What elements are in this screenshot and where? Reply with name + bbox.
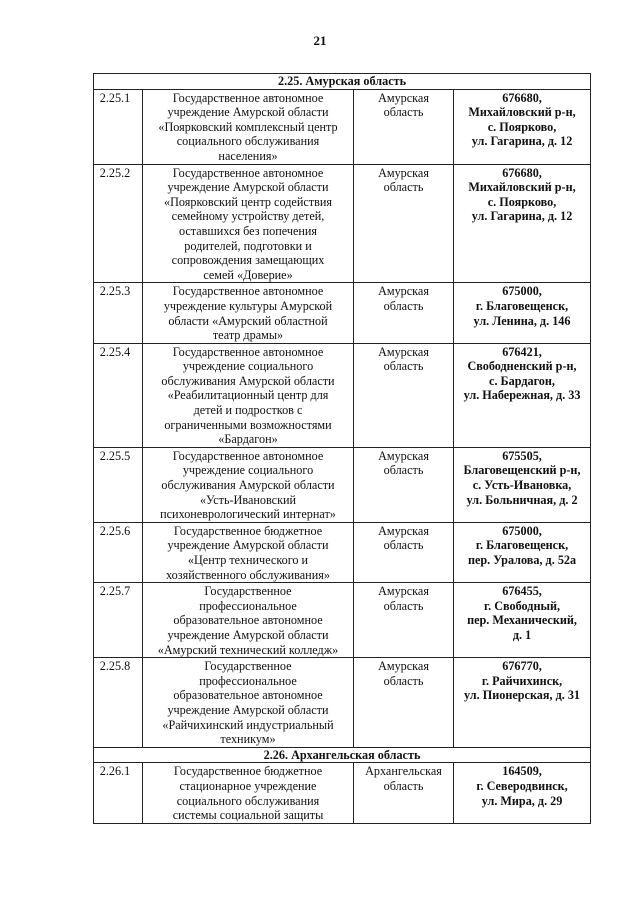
cell-line: ул. Гагарина, д. 12 <box>471 134 573 149</box>
cell-line: театр драмы» <box>212 328 284 343</box>
cell-line: оставшихся без попечения <box>178 223 318 238</box>
institution-name <box>143 447 354 522</box>
cell-line: Государственное <box>204 659 292 674</box>
cell-line: учреждение культуры Амурской <box>163 298 333 313</box>
cell-line: «Усть-Ивановский <box>199 492 297 507</box>
institution-name <box>143 164 354 283</box>
cell-line: учреждение Амурской области <box>167 538 329 553</box>
cell-line: детей и подростков с <box>193 403 303 418</box>
cell-line: Амурская <box>378 523 429 538</box>
row-number: 2.25.6 <box>94 522 143 582</box>
cell-line: обслуживания Амурской области <box>161 478 335 493</box>
cell-line: «Центр технического и <box>187 553 309 567</box>
cell-line: обслуживания Амурской области <box>161 373 335 388</box>
cell-line: «Райчихинский индустриальный <box>162 717 334 732</box>
cell-line: сопровождения замещающих <box>171 253 325 268</box>
cell-line: 676455, <box>502 584 542 599</box>
cell-line: Амурская <box>378 344 429 359</box>
cell-line: ул. Больничная, д. 2 <box>466 492 578 507</box>
cell-line: Амурская <box>378 165 429 180</box>
region-cell <box>354 283 454 343</box>
cell-line: с. Бардагон, <box>489 373 555 388</box>
cell-line: г. Свободный, <box>483 598 561 613</box>
cell-line: Государственное автономное <box>172 344 324 359</box>
cell-line: ул. Набережная, д. 33 <box>463 388 581 403</box>
address-cell <box>454 763 591 823</box>
row-number: 2.25.2 <box>94 164 143 283</box>
section-title: 2.25. Амурская область <box>94 74 591 90</box>
cell-line: пер. Уралова, д. 52а <box>467 553 577 567</box>
cell-line: области «Амурский областной <box>168 313 328 328</box>
institution-name <box>143 763 354 823</box>
institutions-table <box>93 73 591 824</box>
region-cell <box>354 583 454 658</box>
cell-line: «Поярковский центр содействия <box>164 194 332 209</box>
cell-line: социального обслуживания <box>176 134 320 149</box>
cell-line: «Амурский технический колледж» <box>157 642 339 657</box>
cell-line: учреждение Амурской области <box>167 702 329 717</box>
cell-line: 675000, <box>502 523 542 538</box>
table-row <box>94 658 591 748</box>
cell-line: область <box>383 463 424 478</box>
cell-line: «Бардагон» <box>218 432 278 447</box>
cell-line: область <box>383 359 424 374</box>
table-row <box>94 447 591 522</box>
region-cell <box>354 522 454 582</box>
row-number: 2.25.4 <box>94 343 143 447</box>
section-title: 2.26. Архангельская область <box>94 747 591 763</box>
row-number: 2.26.1 <box>94 763 143 823</box>
cell-line: 164509, <box>502 764 542 779</box>
cell-line: семейному устройству детей, <box>171 209 325 224</box>
cell-line: учреждение Амурской области <box>167 180 329 195</box>
table-row <box>94 522 591 582</box>
table-row <box>94 283 591 343</box>
address-cell <box>454 583 591 658</box>
row-number: 2.25.5 <box>94 447 143 522</box>
row-number: 2.25.7 <box>94 583 143 658</box>
table-row <box>94 343 591 447</box>
section-header-row <box>94 747 591 763</box>
address-cell <box>454 283 591 343</box>
address-cell <box>454 658 591 748</box>
row-number: 2.25.3 <box>94 283 143 343</box>
table-row <box>94 583 591 658</box>
cell-line: «Поярковский комплексный центр <box>158 119 338 134</box>
cell-line: образовательное автономное <box>173 688 323 703</box>
cell-line: Государственное <box>204 584 292 599</box>
address-cell <box>454 343 591 447</box>
cell-line: область <box>383 673 424 688</box>
cell-line: учреждение Амурской области <box>167 627 329 642</box>
table-row <box>94 89 591 164</box>
institution-name <box>143 343 354 447</box>
row-number: 2.25.8 <box>94 658 143 748</box>
cell-line: техникум» <box>220 732 276 747</box>
cell-line: Государственное автономное <box>172 165 324 180</box>
cell-line: г. Райчихинск, <box>481 673 563 688</box>
address-cell <box>454 522 591 582</box>
region-cell <box>354 164 454 283</box>
cell-line: д. 1 <box>512 627 532 642</box>
cell-line: Государственное бюджетное <box>173 523 323 538</box>
cell-line: профессиональное <box>199 673 297 688</box>
region-cell <box>354 658 454 748</box>
cell-line: ул. Мира, д. 29 <box>481 793 563 808</box>
cell-line: с. Усть-Ивановка, <box>472 478 572 493</box>
cell-line: «Реабилитационный центр для <box>167 388 329 403</box>
table-row <box>94 164 591 283</box>
cell-line: профессиональное <box>199 598 297 613</box>
cell-line: 676680, <box>502 165 542 180</box>
cell-line: ул. Гагарина, д. 12 <box>471 209 573 224</box>
cell-line: ул. Пионерская, д. 31 <box>464 688 581 703</box>
cell-line: учреждение социального <box>182 463 314 478</box>
cell-line: стационарное учреждение <box>179 778 317 793</box>
cell-line: Амурская <box>378 284 429 299</box>
region-cell <box>354 89 454 164</box>
cell-line: область <box>383 105 424 120</box>
cell-line: населения» <box>218 148 278 163</box>
cell-line: пер. Механический, <box>467 613 577 628</box>
cell-line: Амурская <box>378 584 429 599</box>
cell-line: 675505, <box>502 448 542 463</box>
cell-line: Амурская <box>378 659 429 674</box>
institution-name <box>143 522 354 582</box>
cell-line: область <box>383 778 424 793</box>
institution-name <box>143 658 354 748</box>
cell-line: с. Поярково, <box>487 119 557 134</box>
cell-line: хозяйственного обслуживания» <box>166 567 330 582</box>
cell-line: семей «Доверие» <box>203 267 293 282</box>
address-cell <box>454 447 591 522</box>
cell-line: учреждение Амурской области <box>167 105 329 120</box>
cell-line: область <box>383 598 424 613</box>
cell-line: 676421, <box>502 344 542 359</box>
cell-line: Архангельская <box>365 764 442 779</box>
table-row <box>94 763 591 823</box>
institution-name <box>143 283 354 343</box>
cell-line: родителей, подготовки и <box>184 238 312 253</box>
cell-line: 675000, <box>502 284 542 299</box>
cell-line: Михайловский р-н, <box>468 105 576 120</box>
cell-line: область <box>383 538 424 553</box>
cell-line: Михайловский р-н, <box>468 180 576 195</box>
cell-line: г. Благовещенск, <box>475 298 569 313</box>
cell-line: учреждение социального <box>182 359 314 374</box>
cell-line: г. Северодвинск, <box>476 778 568 793</box>
cell-line: 676770, <box>502 659 542 674</box>
cell-line: Благовещенский р-н, <box>463 463 581 478</box>
region-cell <box>354 763 454 823</box>
address-cell <box>454 164 591 283</box>
cell-line: ул. Ленина, д. 146 <box>473 313 571 328</box>
section-header-row <box>94 74 591 90</box>
address-cell <box>454 89 591 164</box>
cell-line: Государственное автономное <box>172 90 324 105</box>
cell-line: Амурская <box>378 448 429 463</box>
cell-line: Свободненский р-н, <box>467 359 577 374</box>
cell-line: область <box>383 298 424 313</box>
cell-line: Государственное бюджетное <box>173 764 323 779</box>
cell-line: образовательное автономное <box>173 613 323 628</box>
page-number: 21 <box>313 33 327 48</box>
region-cell <box>354 343 454 447</box>
cell-line: область <box>383 180 424 195</box>
cell-line: социального обслуживания <box>176 793 320 808</box>
cell-line: Государственное автономное <box>172 284 324 299</box>
region-cell <box>354 447 454 522</box>
cell-line: Государственное автономное <box>172 448 324 463</box>
row-number: 2.25.1 <box>94 89 143 164</box>
cell-line: системы социальной защиты <box>172 808 324 823</box>
institution-name <box>143 583 354 658</box>
cell-line: с. Поярково, <box>487 194 557 209</box>
institution-name <box>143 89 354 164</box>
cell-line: г. Благовещенск, <box>475 538 569 553</box>
cell-line: психоневрологический интернат» <box>160 507 336 522</box>
cell-line: ограниченными возможностями <box>164 417 332 432</box>
cell-line: Амурская <box>378 90 429 105</box>
cell-line: 676680, <box>502 90 542 105</box>
